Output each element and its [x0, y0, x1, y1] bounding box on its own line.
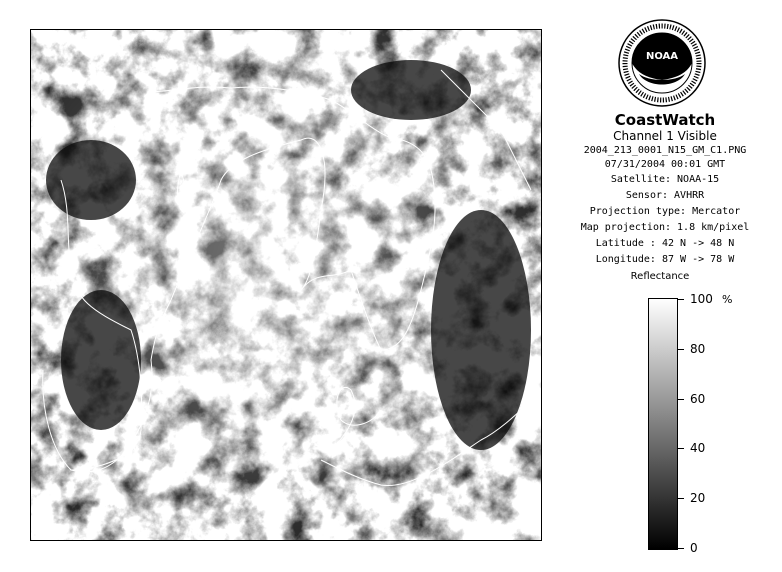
colorbar-tick-label: 20 — [690, 491, 706, 505]
brand-title: CoastWatch — [614, 111, 716, 129]
cloud-imagery — [31, 30, 542, 541]
logo-text: NOAA — [645, 51, 679, 62]
projection-type: Projection type: Mercator — [589, 206, 741, 217]
colorbar-tick-label: 0 — [690, 541, 698, 555]
colorbar-unit: % — [722, 293, 733, 306]
colorbar-tick-label: 100 — [690, 292, 713, 306]
colorbar-tick-label: 80 — [690, 342, 706, 356]
colorbar-tick-mark — [678, 399, 684, 400]
noaa-logo — [617, 18, 707, 108]
satellite-image — [30, 29, 542, 541]
colorbar-tick-mark — [678, 299, 684, 300]
colorbar-title: Reflectance — [630, 271, 690, 282]
product-title: Channel 1 Visible — [613, 129, 717, 143]
latitude: Latitude : 42 N -> 48 N — [595, 238, 735, 249]
colorbar-tick-mark — [678, 448, 684, 449]
satellite: Satellite: NOAA-15 — [610, 174, 720, 185]
filename: 2004_213_0001_N15_GM_C1.PNG — [583, 145, 747, 156]
colorbar-tick-label: 60 — [690, 392, 706, 406]
colorbar-tick-label: 40 — [690, 441, 706, 455]
datetime: 07/31/2004 00:01 GMT — [604, 159, 726, 170]
colorbar-tick-mark — [678, 498, 684, 499]
metadata-panel — [560, 112, 770, 268]
map-projection: Map projection: 1.8 km/pixel — [580, 222, 750, 233]
colorbar — [648, 298, 678, 550]
longitude: Longitude: 87 W -> 78 W — [595, 254, 735, 265]
colorbar-tick-mark — [678, 349, 684, 350]
sensor: Sensor: AVHRR — [625, 190, 705, 201]
colorbar-tick-mark — [678, 548, 684, 549]
